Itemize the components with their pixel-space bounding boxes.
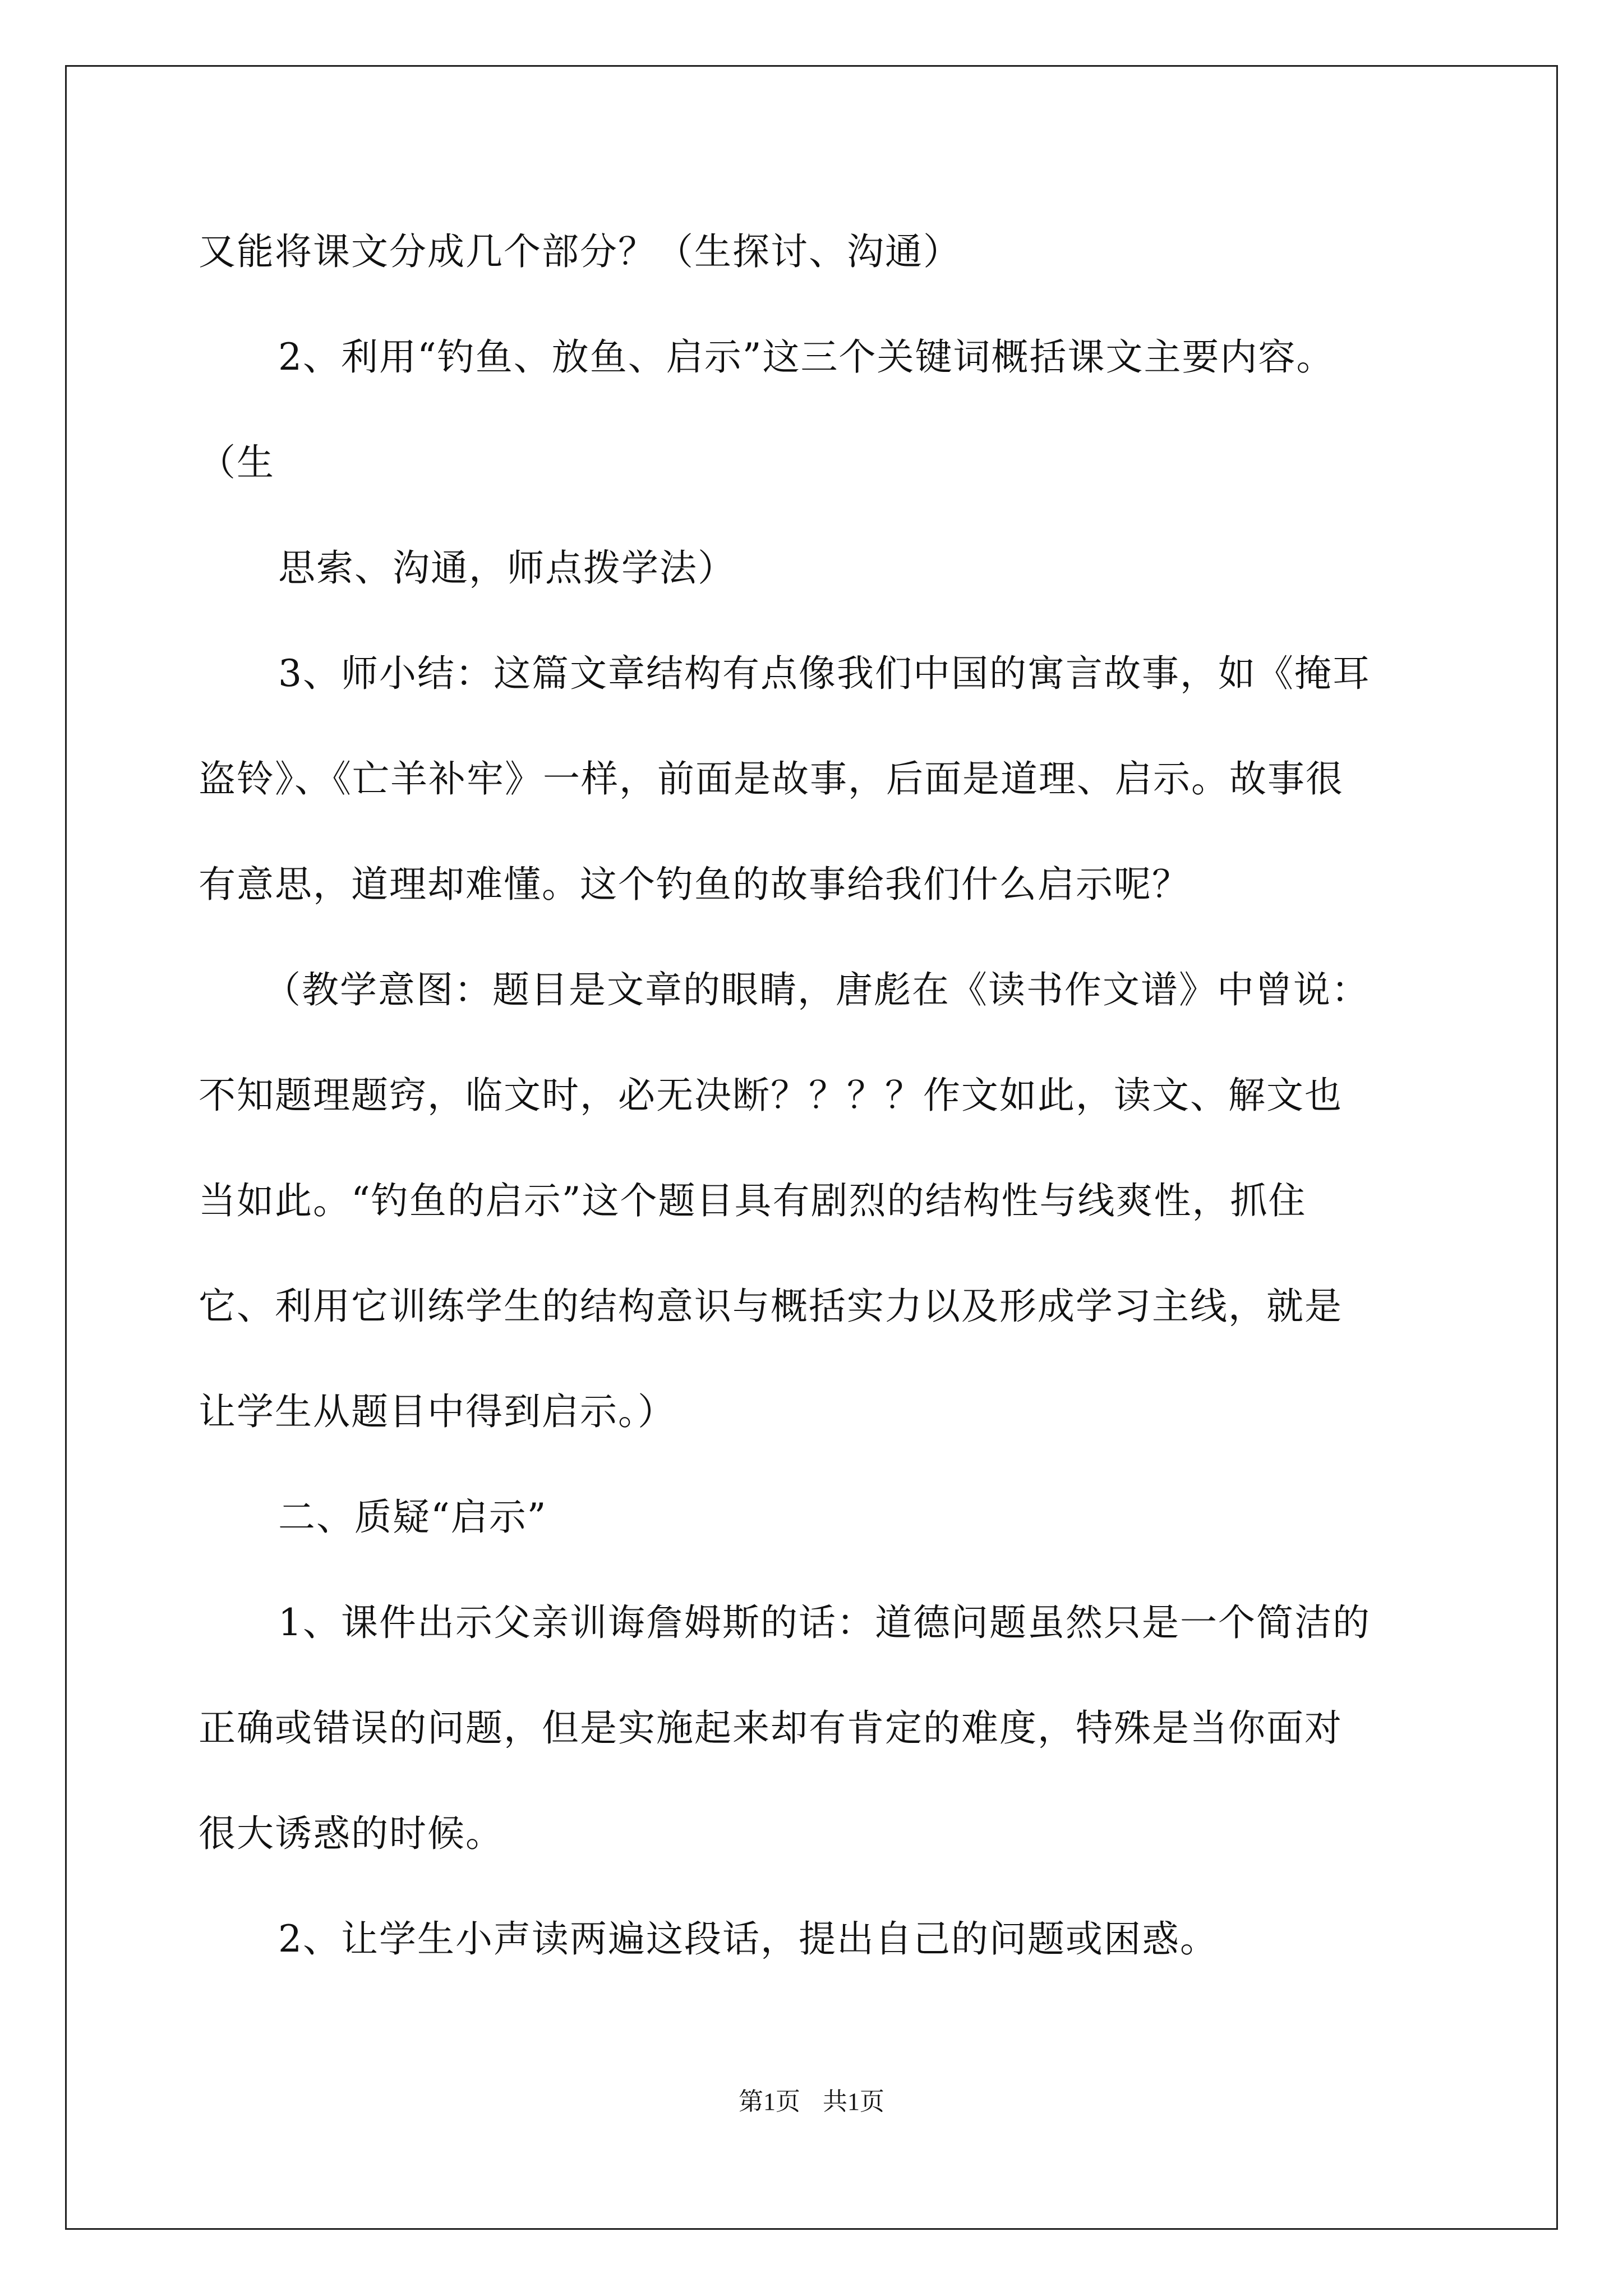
text-line: 1、课件出示父亲训诲詹姆斯的话：道德问题虽然只是一个简洁的 (278, 1601, 1371, 1644)
text-line: 让学生从题目中得到启示。） (199, 1390, 676, 1433)
text-line: 思索、沟通，师点拨学法） (278, 546, 736, 590)
text-line: 2、让学生小声读两遍这段话，提出自己的问题或困惑。 (278, 1917, 1218, 1961)
page-number: 第1页 (739, 2088, 800, 2115)
text-line: 二、质疑“启示” (278, 1496, 547, 1539)
text-line: 盗铃》、《亡羊补牢》一样，前面是故事，后面是道理、启示。故事很 (199, 757, 1344, 800)
text-line: 2、利用“钓鱼、放鱼、启示”这三个关键词概括课文主要内容。 (278, 335, 1335, 379)
text-line: 3、师小结：这篇文章结构有点像我们中国的寓言故事，如《掩耳 (278, 652, 1371, 695)
text-line: 又能将课文分成几个部分？（生探讨、沟通） (199, 230, 961, 273)
text-line: （教学意图：题目是文章的眼睛，唐彪在《读书作文谱》中曾说： (264, 968, 1370, 1011)
text-line: 不知题理题窍，临文时，必无决断？？？？作文如此，读文、解文也 (199, 1074, 1343, 1117)
text-line: 当如此。“钓鱼的启示”这个题目具有剧烈的结构性与线爽性，抓住 (199, 1179, 1307, 1222)
page-total: 共1页 (823, 2088, 884, 2115)
text-line: 它、利用它训练学生的结构意识与概括实力以及形成学习主线，就是 (199, 1285, 1343, 1328)
text-line: 有意思，道理却难懂。这个钓鱼的故事给我们什么启示呢？ (199, 863, 1190, 906)
text-line: 正确或错误的问题，但是实施起来却有肯定的难度，特殊是当你面对 (199, 1706, 1343, 1750)
text-line: （生 (199, 441, 275, 484)
text-line: 很大诱惑的时候。 (199, 1812, 504, 1855)
page-footer (0, 2090, 1623, 2114)
